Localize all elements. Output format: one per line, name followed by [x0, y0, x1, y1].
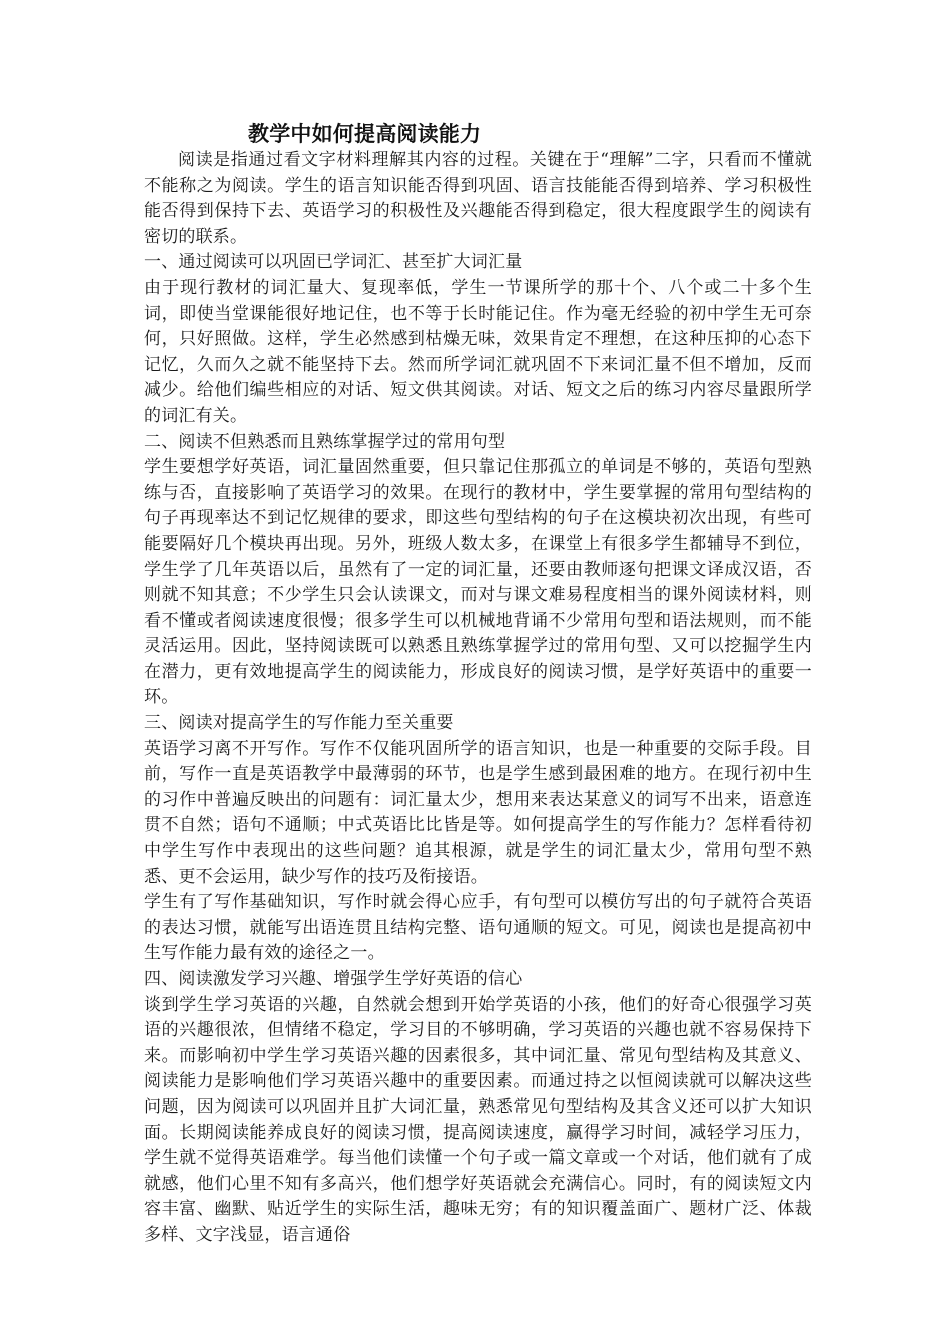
document-title: 教学中如何提高阅读能力	[248, 122, 482, 146]
section-heading-3: 三、阅读对提高学生的写作能力至关重要	[144, 713, 454, 734]
section-3-paragraph-2: 学生有了写作基础知识，写作时就会得心应手，有句型可以模仿写出的句子就符合英语的表达习惯，就能写出语连贯且结构完整、语句通顺的短文。可见，阅读也是提高初中生写作能力最有效的途径之一。	[144, 892, 812, 964]
section-heading-1: 一、通过阅读可以巩固已学词汇、甚至扩大词汇量	[144, 252, 523, 273]
section-3-paragraph-1: 英语学习离不开写作。写作不仅能巩固所学的语言知识，也是一种重要的交际手段。目前，写作一直是英语教学中最薄弱的环节，也是学生感到最困难的地方。在现行初中生的习作中普遍反映出的问题有：词汇量太少，想用来表达某意义的词写不出来，语意连贯不自然；语句不通顺；中式英语比比皆是等。如何提高学生的写作能力？怎样看待初中学生写作中表现出的这些问题？追其根源，就是学生的词汇量太少，常用句型不熟悉、更不会运用，缺少写作的技巧及衔接语。	[144, 738, 812, 887]
document-body	[144, 120, 812, 1249]
section-1-paragraph-1: 由于现行教材的词汇量大、复现率低，学生一节课所学的那十个、八个或二十多个生词，即使当堂课能很好地记住，也不等于长时能记住。作为毫无经验的初中学生无可奈何，只好照做。这样，学生必然感到枯燥无味，效果肯定不理想，在这种压抑的心态下记忆，久而久之就不能坚持下去。然而所学词汇就巩固不下来词汇量不但不增加，反而减少。给他们编些相应的对话、短文供其阅读。对话、短文之后的练习内容尽量跟所学的词汇有关。	[144, 277, 812, 426]
section-4-paragraph-1: 谈到学生学习英语的兴趣，自然就会想到开始学英语的小孩，他们的好奇心很强学习英语的兴趣很浓，但情绪不稳定，学习目的不够明确，学习英语的兴趣也就不容易保持下来。而影响初中学生学习英语兴趣的因素很多，其中词汇量、常见句型结构及其意义、阅读能力是影响他们学习英语兴趣中的重要因素。而通过持之以恒阅读就可以解决这些问题，因为阅读可以巩固并且扩大词汇量，熟悉常见句型结构及其含义还可以扩大知识面。长期阅读能养成良好的阅读习惯，提高阅读速度，赢得学习时间，减轻学习压力，学生就不觉得英语难学。每当他们读懂一个句子或一篇文章或一个对话，他们就有了成就感，他们心里不知有多高兴，他们想学好英语就会充满信心。同时，有的阅读短文内容丰富、幽默、贴近学生的实际生活，趣味无穷；有的知识覆盖面广、题材广泛、体裁多样、文字浅显，语言通俗	[144, 994, 812, 1245]
section-2-paragraph-1: 学生要想学好英语，词汇量固然重要，但只靠记住那孤立的单词是不够的，英语句型熟练与否，直接影响了英语学习的效果。在现行的教材中，学生要掌握的常用句型结构的句子再现率达不到记忆规律的要求，即这些句型结构的句子在这模块初次出现，有些可能要隔好几个模块再出现。另外，班级人数太多，在课堂上有很多学生都辅导不到位，学生学了几年英语以后，虽然有了一定的词汇量，还要由教师逐句把课文译成汉语，否则就不知其意；不少学生只会认读课文，而对与课文难易程度相当的课外阅读材料，则看不懂或者阅读速度很慢；很多学生可以机械地背诵不少常用句型和语法规则，而不能灵活运用。因此，坚持阅读既可以熟悉且熟练掌握学过的常用句型、又可以挖掘学生内在潜力，更有效地提高学生的阅读能力，形成良好的阅读习惯，是学好英语中的重要一环。	[144, 457, 812, 708]
section-heading-4: 四、阅读激发学习兴趣、增强学生学好英语的信心	[144, 969, 523, 989]
section-heading-2: 二、阅读不但熟悉而且熟练掌握学过的常用句型	[144, 431, 506, 452]
intro-paragraph: 阅读是指通过看文字材料理解其内容的过程。关键在于“理解”二字，只看而不懂就不能称之为阅读。学生的语言知识能否得到巩固、语言技能能否得到培养、学习积极性能否得到保持下去、英语学习的积极性及兴趣能否得到稳定，很大程度跟学生的阅读有密切的联系。	[144, 150, 812, 247]
